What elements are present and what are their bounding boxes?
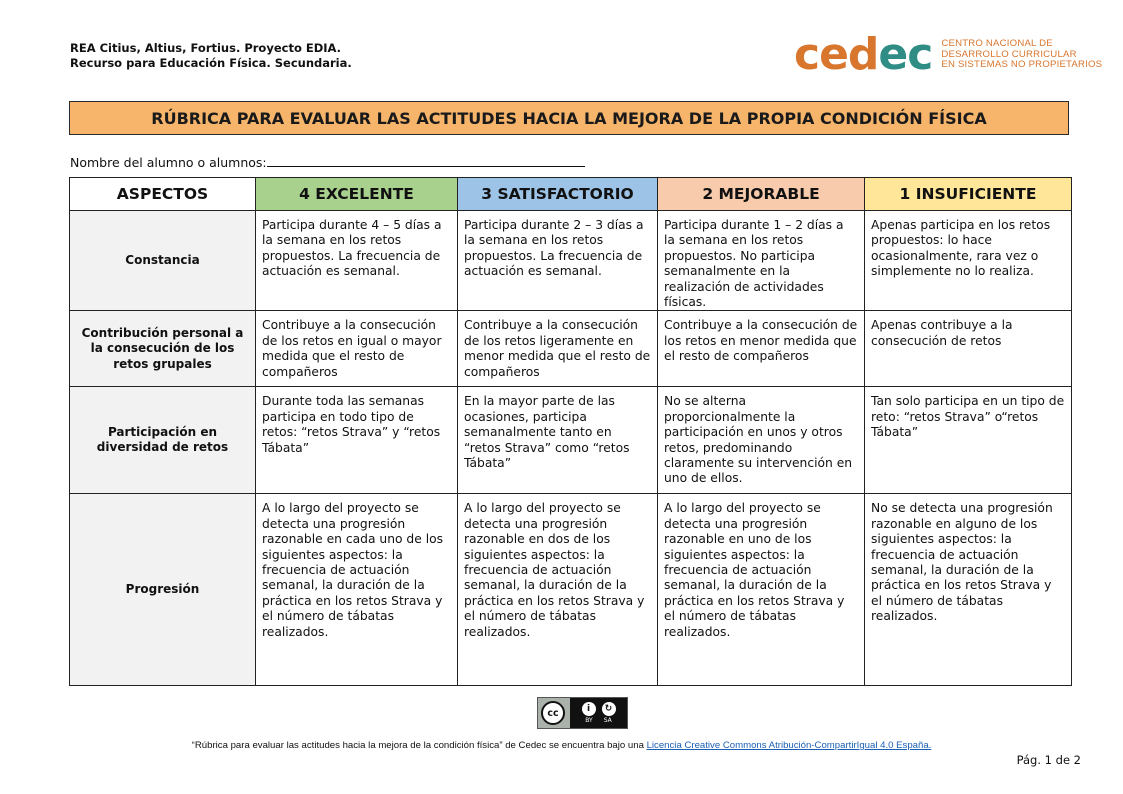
header-mejorable: 2 MEJORABLE xyxy=(658,178,865,211)
header-row xyxy=(70,178,1072,211)
rubric-table xyxy=(69,177,1072,686)
aspect-cell: Progresión xyxy=(70,494,256,686)
cedec-tagline: CENTRO NACIONAL DE DESARROLLO CURRICULAR EN SISTEMAS NO PROPIETARIOS xyxy=(941,38,1103,71)
aspect-cell: Contribución personal a la consecución de los retos grupales xyxy=(70,311,256,387)
criterion-cell: A lo largo del proyecto se detecta una progresión razonable en uno de los siguientes aspectos: la frecuencia de actuación semanal, la duración de la práctica en los retos Strava y el número de tábatas realizados. xyxy=(658,494,865,686)
table-row xyxy=(70,387,1072,494)
sa-label: SA xyxy=(603,717,612,724)
criterion-cell: Durante toda las semanas participa en todo tipo de retos: “retos Strava” y “retos Tábata” xyxy=(256,387,458,494)
student-name-label: Nombre del alumno o alumnos: xyxy=(70,155,267,170)
criterion-cell: Apenas participa en los retos propuestos: lo hace ocasionalmente, rara vez o simplemente no lo realiza. xyxy=(865,211,1072,311)
criterion-cell: A lo largo del proyecto se detecta una progresión razonable en cada uno de los siguientes aspectos: la frecuencia de actuación semanal, la duración de la práctica en los retos Strava y el número de tábatas realizados. xyxy=(256,494,458,686)
attribution-icon: i xyxy=(582,702,596,716)
criterion-cell: Tan solo participa en un tipo de reto: “retos Strava” o“retos Tábata” xyxy=(865,387,1072,494)
criterion-cell: A lo largo del proyecto se detecta una progresión razonable en dos de los siguientes aspectos: la frecuencia de actuación semanal, la duración de la práctica en los retos Strava y el número de tábatas realizados. xyxy=(458,494,658,686)
criterion-cell: Participa durante 2 – 3 días a la semana en los retos propuestos. La frecuencia de actuación es semanal. xyxy=(458,211,658,311)
criterion-cell: Participa durante 4 – 5 días a la semana en los retos propuestos. La frecuencia de actuación es semanal. xyxy=(256,211,458,311)
aspect-cell: Constancia xyxy=(70,211,256,311)
criterion-cell: Contribuye a la consecución de los retos en menor medida que el resto de compañeros xyxy=(658,311,865,387)
rubric-title: RÚBRICA PARA EVALUAR LAS ACTITUDES HACIA LA MEJORA DE LA PROPIA CONDICIÓN FÍSICA xyxy=(69,101,1069,135)
page-number: Pág. 1 de 2 xyxy=(1016,753,1081,767)
criterion-cell: Participa durante 1 – 2 días a la semana en los retos propuestos. No participa semanalmente en la realización de actividades físicas. xyxy=(658,211,865,311)
criterion-cell: No se alterna proporcionalmente la participación en unos y otros retos, predominando claramente su intervención en uno de ellos. xyxy=(658,387,865,494)
criterion-cell: No se detecta una progresión razonable en alguno de los siguientes aspectos: la frecuencia de actuación semanal, la duración de la práctica en los retos Strava y el número de tábatas realizados. xyxy=(865,494,1072,686)
table-row xyxy=(70,311,1072,387)
criterion-cell: Contribuye a la consecución de los retos en igual o mayor medida que el resto de compañeros xyxy=(256,311,458,387)
criterion-cell: En la mayor parte de las ocasiones, participa semanalmente tanto en “retos Strava” como “retos Tábata” xyxy=(458,387,658,494)
table-row xyxy=(70,494,1072,686)
header-satisfactorio: 3 SATISFACTORIO xyxy=(458,178,658,211)
student-name-field xyxy=(70,154,585,170)
student-name-blank xyxy=(267,154,585,167)
cedec-logo xyxy=(794,29,1103,80)
aspect-cell: Participación en diversidad de retos xyxy=(70,387,256,494)
header-excelente: 4 EXCELENTE xyxy=(256,178,458,211)
creative-commons-badge[interactable] xyxy=(537,697,628,729)
document-header xyxy=(70,41,352,71)
cc-icon: cc xyxy=(541,701,565,725)
license-link[interactable]: Licencia Creative Commons Atribución-CompartirIgual 4.0 España. xyxy=(646,740,932,751)
by-label: BY xyxy=(585,717,593,724)
header-aspectos: ASPECTOS xyxy=(70,178,256,211)
header-line-1: REA Citius, Altius, Fortius. Proyecto EDIA. xyxy=(70,41,342,55)
criterion-cell: Contribuye a la consecución de los retos ligeramente en menor medida que el resto de compañeros xyxy=(458,311,658,387)
cedec-wordmark: cedec xyxy=(794,29,933,80)
criterion-cell: Apenas contribuye a la consecución de retos xyxy=(865,311,1072,387)
license-text: “Rúbrica para evaluar las actitudes hacia la mejora de la condición física” de Cedec se encuentra bajo una Licencia Creative Commons Atribución-CompartirIgual 4.0 España. xyxy=(191,740,932,751)
share-alike-icon: ↻ xyxy=(602,702,616,716)
header-line-2: Recurso para Educación Física. Secundaria. xyxy=(70,56,352,70)
table-row xyxy=(70,211,1072,311)
header-insuficiente: 1 INSUFICIENTE xyxy=(865,178,1072,211)
